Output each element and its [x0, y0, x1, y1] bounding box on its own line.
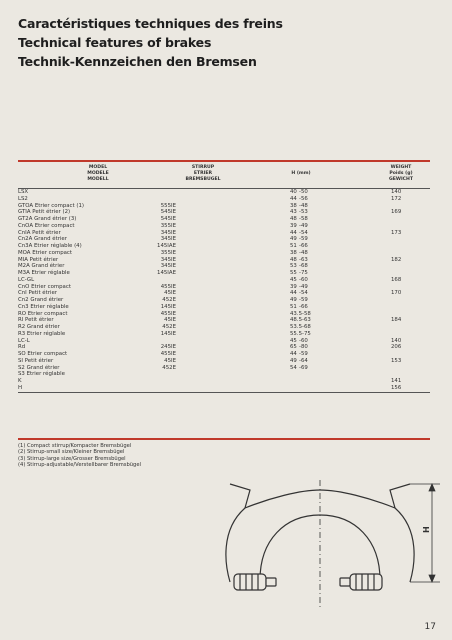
cell-h-max: -63 [299, 256, 308, 263]
table-row [18, 290, 430, 297]
cell-model: CnO Etrier compact [18, 283, 71, 290]
cell-model: M2A Grand étrier [18, 263, 65, 270]
table-row [18, 270, 430, 277]
cell-model: R2 Grand étrier [18, 324, 60, 330]
table-body [18, 189, 430, 392]
table-row [18, 236, 430, 243]
cell-stirrup: 45IE [164, 357, 176, 364]
cell-model: LC-GL [18, 276, 35, 283]
cell-h-min: 39 [290, 222, 297, 229]
cell-model: LC-L [18, 337, 30, 344]
cell-stirrup: 45IE [164, 290, 176, 297]
cell-model: RI Petit étrier [18, 317, 54, 324]
cell-h-min: 39 [290, 283, 297, 290]
cell-model: Cn2 Grand étrier [18, 297, 64, 303]
cell-h-min: 48 [290, 256, 297, 263]
footnote-4: (4) Stirrup-adjustable/Verstellbarer Bremsbügel [18, 462, 141, 469]
cell-h-max: -48 [299, 202, 308, 209]
cell-h-max: -56 [299, 195, 308, 202]
table-bottom-rule [18, 392, 430, 393]
cell-h-max: -49 [299, 222, 308, 229]
cell-model: CnOA Etrier compact [18, 222, 75, 229]
table-row [18, 331, 430, 338]
cell-h-max: -54 [299, 229, 308, 236]
cell-stirrup: 145IAE [157, 243, 176, 249]
cell-h-max: -68 [299, 263, 308, 270]
cell-h-min: 53 [290, 263, 297, 270]
footnote-3: (3) Stirrup-large size/Grosser Bremsbügel [18, 455, 126, 462]
cell-model: MIA Petit étrier [18, 256, 59, 263]
cell-weight: 206 [391, 344, 402, 351]
cell-stirrup: 45IE [164, 317, 176, 324]
cell-h-max: -60 [299, 337, 308, 344]
cell-weight: 153 [391, 357, 402, 364]
table-row [18, 277, 430, 284]
cell-stirrup: 145IAE [157, 270, 176, 276]
table-row [18, 196, 430, 203]
table-row [18, 284, 430, 291]
cell-model: H [18, 384, 23, 391]
title-german: Technik-Kennzeichen den Bremsen [18, 54, 257, 69]
cell-h-min: 44 [290, 229, 297, 236]
cell-model: K [18, 378, 22, 384]
cell-stirrup: 345IE [160, 229, 176, 236]
cell-stirrup: 345IE [160, 263, 176, 270]
table-row [18, 324, 430, 331]
cell-h-max: -64 [299, 357, 308, 364]
cell-stirrup: 555IE [160, 202, 176, 209]
header-weight: WEIGHT Poids (g) GEWICHT [388, 165, 414, 182]
cell-model: LS2 [18, 195, 28, 202]
cell-h-max: -60 [299, 276, 308, 283]
cell-model: R3 Etrier réglable [18, 330, 66, 337]
cell-h-min: 43.5-58 [290, 310, 311, 317]
page-number: 17 [424, 622, 436, 632]
table-row [18, 230, 430, 237]
cell-model: LSX [18, 189, 29, 195]
cell-h-max: -75 [299, 270, 308, 276]
cell-stirrup: 145IE [160, 330, 176, 337]
cell-h-min: 55 [290, 270, 297, 276]
table-row [18, 203, 430, 210]
cell-h-min: 38 [290, 202, 297, 209]
cell-h-max: -59 [299, 236, 308, 243]
cell-weight: 156 [391, 384, 402, 391]
cell-model: S3 Etrier réglable [18, 371, 65, 378]
cell-model: GTOA Etrier compact (1) [18, 202, 84, 209]
table-row [18, 257, 430, 264]
cell-h-min: 54 [290, 364, 297, 371]
cell-stirrup: 345IE [160, 256, 176, 263]
table-row [18, 304, 430, 311]
cell-model: GT2A Grand étrier (3) [18, 216, 77, 222]
cell-stirrup: 345IE [160, 236, 176, 243]
title-english: Technical features of brakes [18, 35, 212, 50]
cell-h-min: 53.5-68 [290, 324, 311, 330]
cell-h-min: 44 [290, 195, 297, 202]
cell-weight: 173 [391, 229, 402, 236]
cell-weight: 168 [391, 276, 402, 283]
dimension-h-label: H [422, 526, 431, 533]
table-row [18, 216, 430, 223]
cell-stirrup: 545IE [160, 209, 176, 216]
table-row [18, 189, 430, 196]
cell-model: MOA Etrier compact [18, 249, 72, 256]
header-h: H (mm) [291, 171, 311, 176]
cell-model: S2 Grand étrier [18, 364, 60, 371]
cell-weight: 184 [391, 317, 402, 324]
cell-h-max: -48 [299, 249, 308, 256]
table-header [18, 162, 430, 188]
cell-h-min: 65 [290, 344, 297, 351]
cell-h-max: -58 [299, 216, 308, 222]
footnotes [18, 438, 430, 469]
cell-h-max: -66 [299, 303, 308, 310]
cell-model: GTIA Petit étrier (2) [18, 209, 71, 216]
cell-h-min: 38 [290, 249, 297, 256]
table-row [18, 344, 430, 351]
cell-h-max: -50 [299, 189, 308, 195]
cell-model: Cn3 Etrier réglable [18, 303, 69, 310]
cell-h-min: 49 [290, 357, 297, 364]
cell-weight: 141 [391, 378, 402, 384]
brake-caliper-drawing [226, 480, 414, 610]
cell-h-max: -54 [299, 290, 308, 297]
cell-weight: 182 [391, 256, 402, 263]
cell-weight: 169 [391, 209, 402, 216]
cell-weight: 172 [391, 195, 402, 202]
cell-h-max: -53 [299, 209, 308, 216]
cell-model: Cn2A Grand étrier [18, 236, 67, 243]
cell-h-max: -59 [299, 297, 308, 303]
cell-h-max: -49 [299, 283, 308, 290]
header-stirrup: STIRRUP ETRIER BREMSBUGEL [185, 165, 221, 182]
table-row [18, 338, 430, 345]
cell-h-min: 45 [290, 337, 297, 344]
table-row [18, 250, 430, 257]
table-row [18, 385, 430, 392]
cell-model: Cn3A Etrier réglable (4) [18, 243, 82, 249]
table-row [18, 209, 430, 216]
table-row [18, 358, 430, 365]
specs-table [18, 160, 430, 393]
cell-h-min: 48 [290, 216, 297, 222]
table-row [18, 351, 430, 358]
cell-stirrup: 455IE [160, 351, 176, 357]
cell-h-min: 51 [290, 303, 297, 310]
cell-h-max: -69 [299, 364, 308, 371]
cell-h-min: 49 [290, 297, 297, 303]
cell-stirrup: 452E [162, 297, 176, 303]
cell-stirrup: 545IE [160, 216, 176, 222]
footnote-1: (1) Compact stirrup/Kompacter Bremsbügel [18, 443, 132, 449]
cell-weight: 170 [391, 290, 402, 297]
cell-stirrup: 245IE [160, 344, 176, 351]
page-titles [18, 14, 438, 71]
cell-stirrup: 145IE [160, 303, 176, 310]
cell-h-max: -66 [299, 243, 308, 249]
table-row [18, 317, 430, 324]
cell-model: Rd [18, 344, 26, 351]
cell-h-max: -59 [299, 351, 308, 357]
header-model: MODEL MODELE MODELL [87, 165, 109, 182]
cell-stirrup: 355IE [160, 222, 176, 229]
cell-h-min: 43 [290, 209, 297, 216]
table-row [18, 223, 430, 230]
cell-model: M3A Etrier réglable [18, 270, 70, 276]
cell-stirrup: 452E [162, 364, 176, 371]
cell-model: CnI Petit étrier [18, 290, 57, 297]
cell-h-max: -80 [299, 344, 308, 351]
table-row [18, 311, 430, 318]
brake-diagram [200, 470, 440, 620]
cell-model: SO Etrier compact [18, 351, 68, 357]
cell-stirrup: 355IE [160, 249, 176, 256]
cell-model: CnIA Petit étrier [18, 229, 61, 236]
cell-h-min: 55.5-75 [290, 330, 311, 337]
cell-h-min: 44 [290, 351, 297, 357]
cell-h-min: 51 [290, 243, 297, 249]
table-row [18, 365, 430, 372]
cell-h-min: 48.5-63 [290, 317, 311, 324]
table-row [18, 297, 430, 304]
cell-h-min: 40 [290, 189, 297, 195]
cell-weight: 140 [391, 189, 402, 195]
table-row [18, 371, 430, 378]
table-row [18, 378, 430, 385]
cell-h-min: 49 [290, 236, 297, 243]
table-row [18, 243, 430, 250]
cell-weight: 140 [391, 337, 402, 344]
cell-h-min: 45 [290, 276, 297, 283]
cell-stirrup: 452E [162, 324, 176, 330]
footnote-2: (2) Stirrup-small size/Kleiner Bremsbügel [18, 449, 125, 456]
cell-stirrup: 455IE [160, 310, 176, 317]
cell-model: SI Petit étrier [18, 357, 54, 364]
cell-h-min: 44 [290, 290, 297, 297]
title-french: Caractéristiques techniques des freins [18, 16, 283, 31]
table-row [18, 263, 430, 270]
cell-stirrup: 455IE [160, 283, 176, 290]
cell-model: RO Etrier compact [18, 310, 68, 317]
